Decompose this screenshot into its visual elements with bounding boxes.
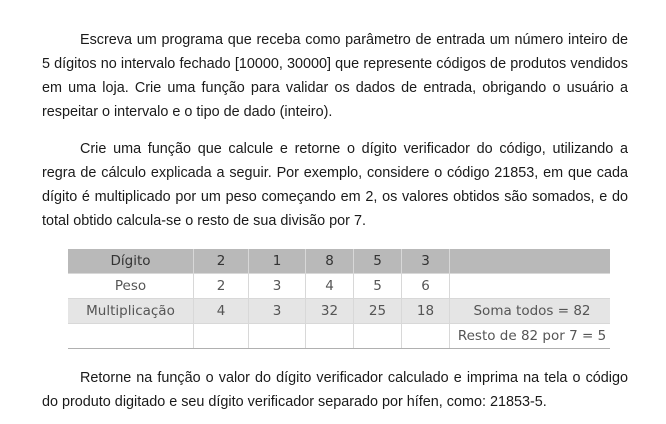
table-cell: 4 xyxy=(306,274,354,299)
table-row-digito xyxy=(68,249,610,274)
table-cell: Multiplicação xyxy=(68,299,194,324)
table-cell: 8 xyxy=(306,249,354,274)
table-cell xyxy=(450,274,611,299)
table-cell xyxy=(354,324,402,349)
table-cell xyxy=(306,324,354,349)
table-cell: 5 xyxy=(354,249,402,274)
table-cell: 32 xyxy=(306,299,354,324)
table-cell xyxy=(68,324,194,349)
table-cell xyxy=(402,324,450,349)
table-cell xyxy=(249,324,306,349)
table-row-peso xyxy=(68,274,610,299)
table-cell-sum: Soma todos = 82 xyxy=(450,299,611,324)
table-cell: 2 xyxy=(194,274,249,299)
table-cell: 3 xyxy=(249,299,306,324)
table-cell xyxy=(194,324,249,349)
table-cell: 3 xyxy=(249,274,306,299)
table-cell: Peso xyxy=(68,274,194,299)
check-digit-table xyxy=(68,249,610,349)
table-cell: 3 xyxy=(402,249,450,274)
table-cell: 4 xyxy=(194,299,249,324)
table-cell xyxy=(450,249,611,274)
table-cell: 25 xyxy=(354,299,402,324)
table-cell: 6 xyxy=(402,274,450,299)
table-cell: 2 xyxy=(194,249,249,274)
table-cell: Dígito xyxy=(68,249,194,274)
table-cell: 18 xyxy=(402,299,450,324)
paragraph-intro: Escreva um programa que receba como parâmetro de entrada um número inteiro de 5 dígitos no intervalo fechado [10000, 30000] que represente códigos de produtos vendidos em uma loja. Crie uma função para validar os dados de entrada, obrigando o usuário a respeitar o intervalo e o tipo de dado (inteiro). xyxy=(42,32,628,120)
table-cell: 1 xyxy=(249,249,306,274)
paragraph-rule: Crie uma função que calcule e retorne o dígito verificador do código, utilizando a regra de cálculo explicada a seguir. Por exemplo, considere o código 21853, em que cada dígito é multiplicado por um peso começando em 2, os valores obtidos são somados, e do total obtido calcula-se o resto de sua divisão por 7. xyxy=(42,141,628,229)
table-row-multiplicacao xyxy=(68,299,610,324)
table-row-resto xyxy=(68,324,610,349)
table-cell: 5 xyxy=(354,274,402,299)
table-cell-remainder: Resto de 82 por 7 = 5 xyxy=(450,324,611,349)
paragraph-output: Retorne na função o valor do dígito verificador calculado e imprima na tela o código do produto digitado e seu dígito verificador separado por hífen, como: 21853-5. xyxy=(42,370,628,410)
